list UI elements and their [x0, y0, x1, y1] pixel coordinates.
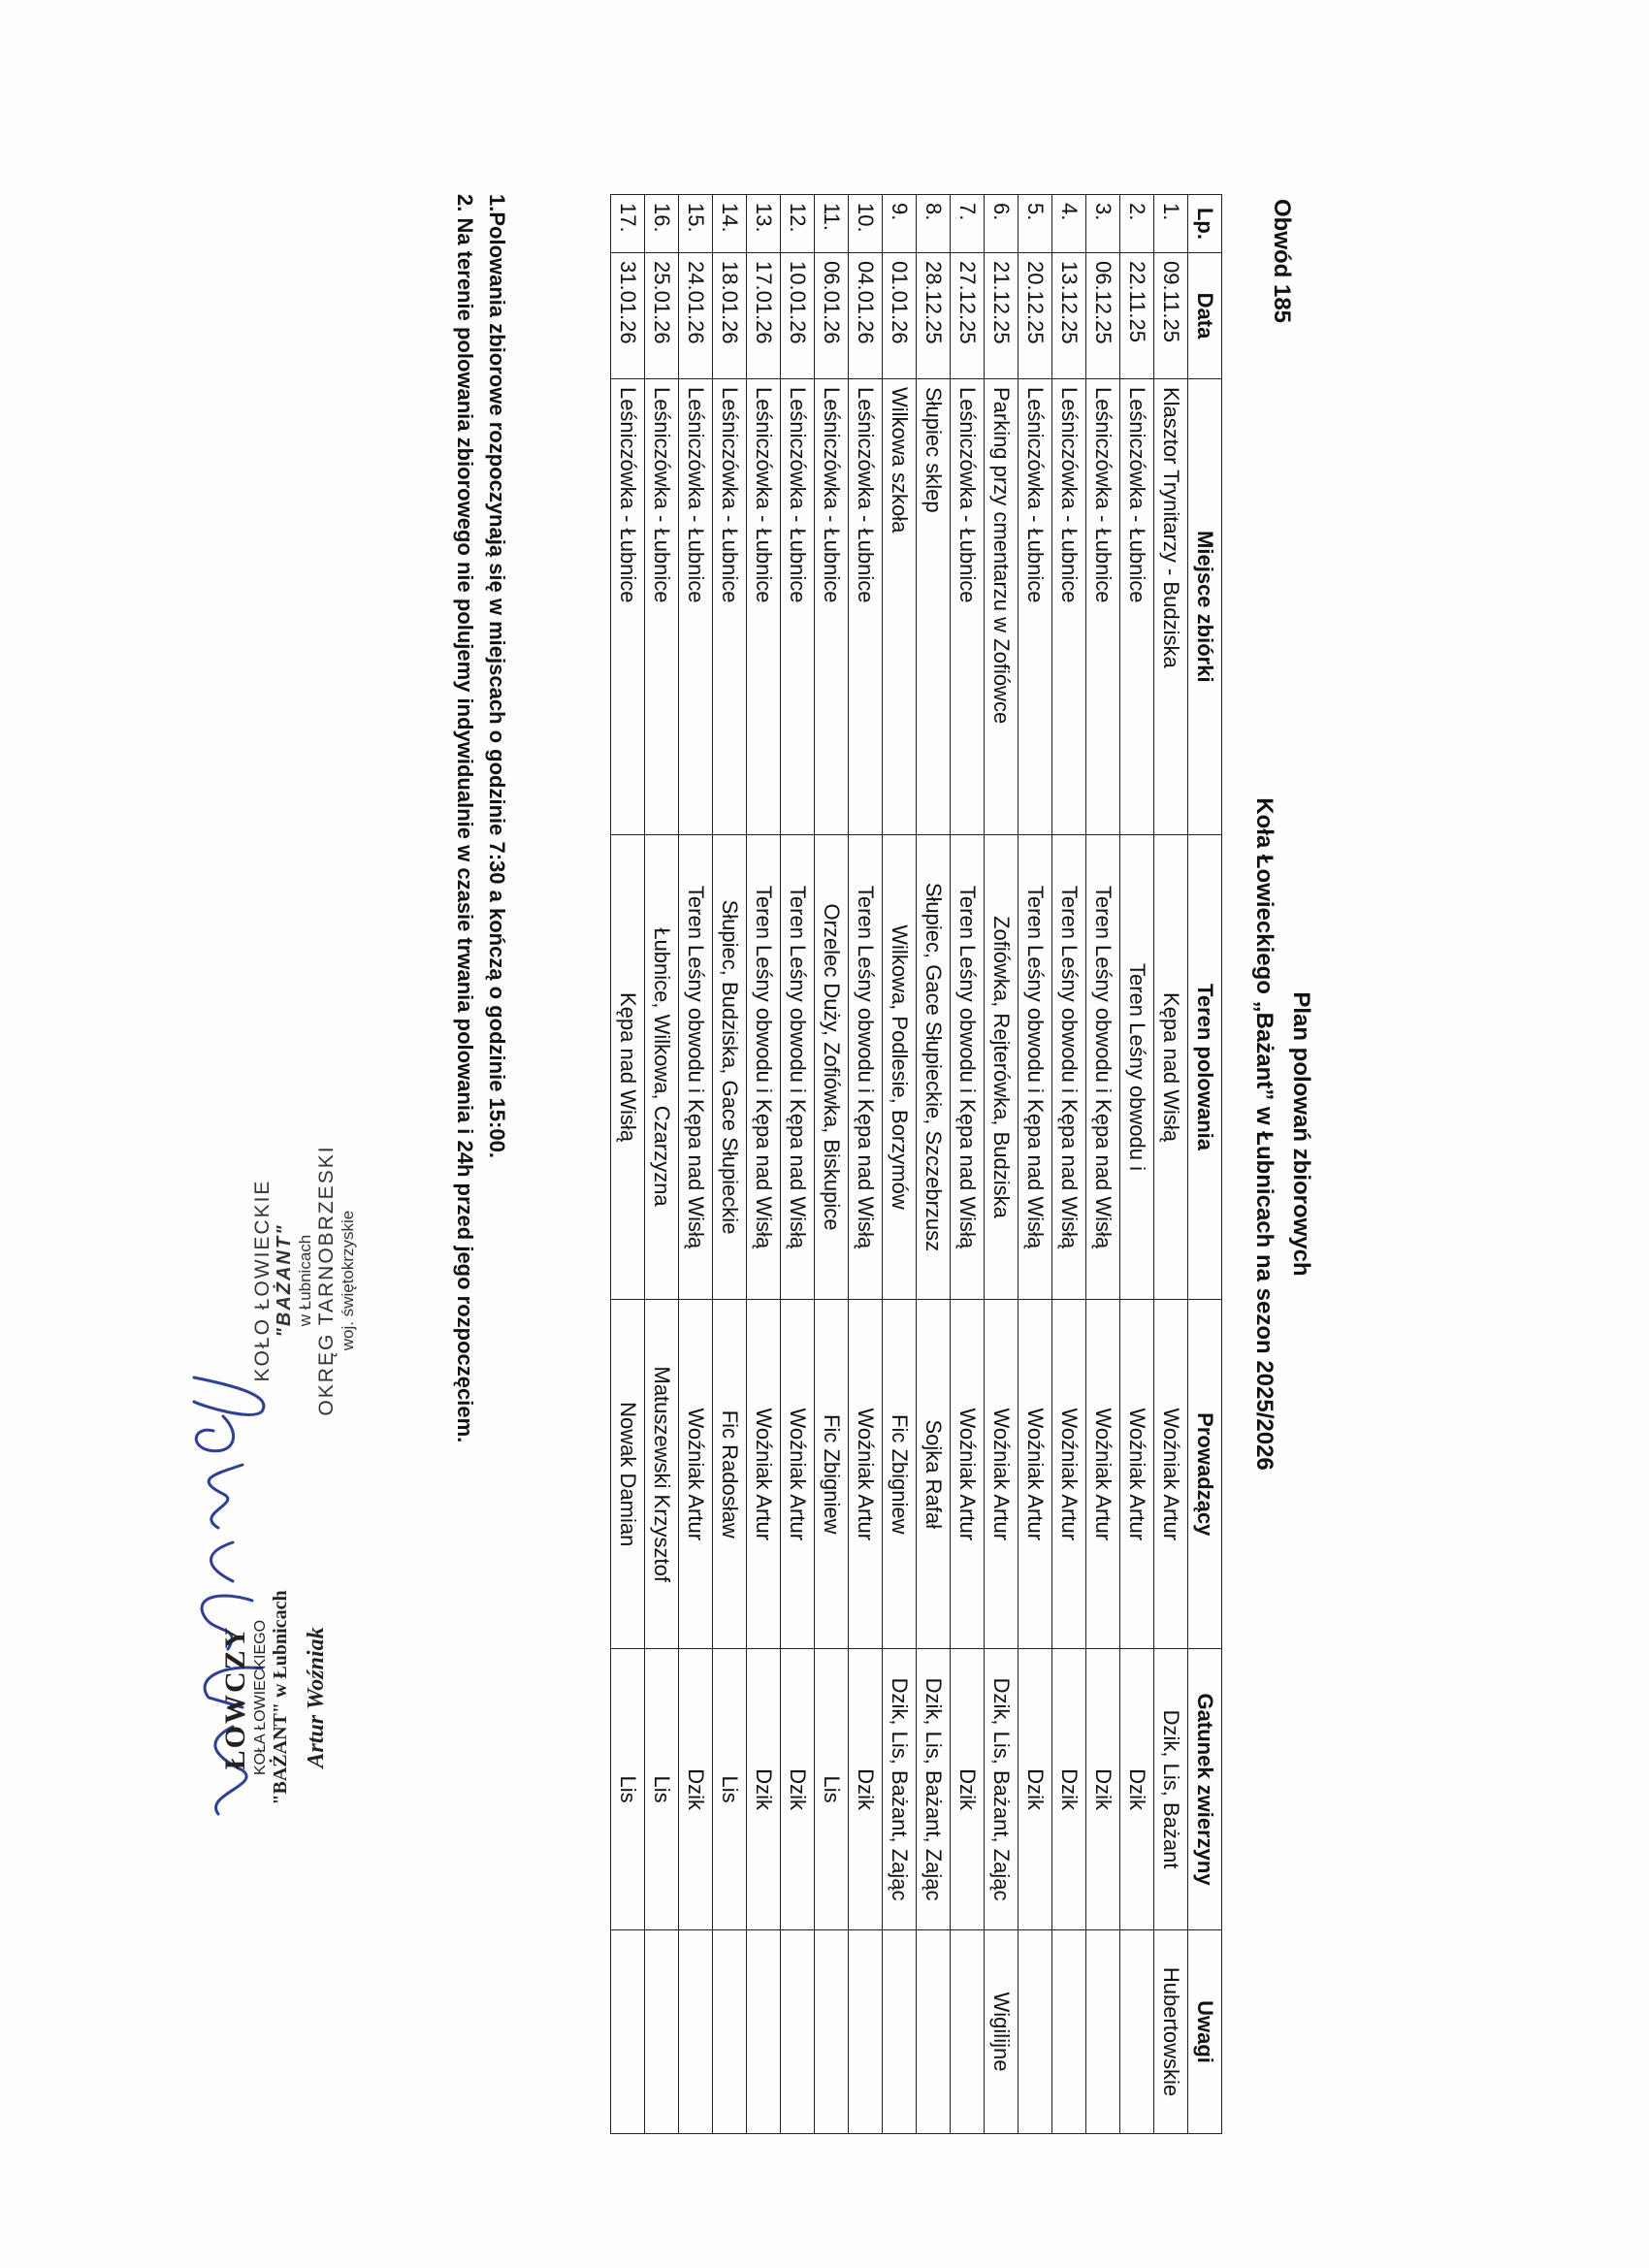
cell-prowadzacy: Woźniak Artur: [985, 1300, 1018, 1649]
cell-teren: Zofiówka, Rejterówka, Budziska: [985, 834, 1018, 1300]
cell-data: 01.01.26: [883, 252, 917, 378]
cell-gatunek: Dzik, Lis, Bażant, Zając: [917, 1649, 951, 1930]
cell-teren: Teren Leśny obwodu i: [1120, 834, 1154, 1300]
table-body: [611, 195, 1188, 2134]
stamp-line: woj. świętokrzyskie: [339, 1210, 357, 1351]
cell-uwagi: [849, 1930, 883, 2134]
cell-prowadzacy: Fic Zbigniew: [883, 1300, 917, 1649]
table-row: [781, 195, 815, 2134]
cell-data: 27.12.25: [951, 252, 985, 378]
cell-data: 06.12.25: [1086, 252, 1120, 378]
cell-data: 13.12.25: [1052, 252, 1086, 378]
cell-prowadzacy: Woźniak Artur: [849, 1300, 883, 1649]
cell-gatunek: Dzik, Lis, Bażant: [1154, 1649, 1188, 1930]
cell-miejsce: Leśniczówka - Łubnice: [747, 378, 781, 834]
cell-uwagi: [951, 1930, 985, 2134]
table-row: [713, 195, 747, 2134]
cell-uwagi: Wigilijne: [985, 1930, 1018, 2134]
cell-gatunek: Dzik: [747, 1649, 781, 1930]
table-row: [917, 195, 951, 2134]
cell-miejsce: Leśniczówka - Łubnice: [1018, 378, 1052, 834]
cell-miejsce: Leśniczówka - Łubnice: [815, 378, 849, 834]
stamp-line: OKRĘG TARNOBRZESKI: [315, 1145, 338, 1416]
cell-miejsce: Leśniczówka - Łubnice: [849, 378, 883, 834]
cell-gatunek: Dzik, Lis, Bażant, Zając: [985, 1649, 1018, 1930]
stamp-line: ŁOWCZY: [219, 1625, 251, 1770]
cell-gatunek: Lis: [645, 1649, 679, 1930]
cell-gatunek: Dzik: [1052, 1649, 1086, 1930]
cell-data: 04.01.26: [849, 252, 883, 378]
cell-prowadzacy: Woźniak Artur: [951, 1300, 985, 1649]
cell-miejsce: Leśniczówka - Łubnice: [1052, 378, 1086, 834]
cell-data: 25.01.26: [645, 252, 679, 378]
cell-gatunek: Dzik: [951, 1649, 985, 1930]
cell-uwagi: [781, 1930, 815, 2134]
table-row: [985, 195, 1018, 2134]
cell-lp: 8.: [917, 195, 951, 253]
cell-miejsce: Słupiec sklep: [917, 378, 951, 834]
cell-prowadzacy: Sojka Rafał: [917, 1300, 951, 1649]
cell-teren: Teren Leśny obwodu i Kępa nad Wisłą: [1018, 834, 1052, 1300]
cell-teren: Teren Leśny obwodu i Kępa nad Wisłą: [781, 834, 815, 1300]
table-row: [849, 195, 883, 2134]
cell-prowadzacy: Woźniak Artur: [747, 1300, 781, 1649]
note-no-individual-hunting: 2. Na terenie polowania zbiorowego nie polujemy indywidualnie w czasie trwania polowania i 24h przed jego rozpoczęciem.: [453, 194, 477, 1443]
note-start-time: 1.Polowania zbiorowe rozpoczynają się w miejscach o godzinie 7:30 a kończą o godzinie 15:00.: [485, 194, 509, 1158]
table-row: [679, 195, 713, 2134]
cell-prowadzacy: Nowak Damian: [611, 1300, 645, 1649]
cell-prowadzacy: Matuszewski Krzysztof: [645, 1300, 679, 1649]
cell-uwagi: [1018, 1930, 1052, 2134]
cell-uwagi: [815, 1930, 849, 2134]
cell-lp: 11.: [815, 195, 849, 253]
table-row: [1154, 195, 1188, 2134]
cell-lp: 6.: [985, 195, 1018, 253]
cell-teren: Łubnice, Wilkowa, Czarzyzna: [645, 834, 679, 1300]
stamp-line: w Łubnicach: [296, 1234, 314, 1327]
cell-prowadzacy: Woźniak Artur: [781, 1300, 815, 1649]
cell-lp: 2.: [1120, 195, 1154, 253]
cell-miejsce: Leśniczówka - Łubnice: [1120, 378, 1154, 834]
cell-data: 18.01.26: [713, 252, 747, 378]
cell-gatunek: Dzik: [849, 1649, 883, 1930]
cell-lp: 5.: [1018, 195, 1052, 253]
cell-uwagi: [1052, 1930, 1086, 2134]
cell-miejsce: Leśniczówka - Łubnice: [645, 378, 679, 834]
cell-prowadzacy: Fic Radosław: [713, 1300, 747, 1649]
cell-uwagi: [917, 1930, 951, 2134]
cell-gatunek: Dzik: [1120, 1649, 1154, 1930]
cell-lp: 9.: [883, 195, 917, 253]
document-subtitle: Koła Łowieckiego „Bażant” w Łubnicach na sezon 2025/2026: [1251, 797, 1277, 1471]
cell-miejsce: Klasztor Trynitarzy - Budziska: [1154, 378, 1188, 834]
cell-teren: Wilkowa, Podlesie, Borzymów: [883, 834, 917, 1300]
cell-miejsce: Wilkowa szkoła: [883, 378, 917, 834]
cell-miejsce: Leśniczówka - Łubnice: [611, 378, 645, 834]
document-title: Plan polowań zbiorowych: [1288, 991, 1314, 1277]
cell-gatunek: Lis: [815, 1649, 849, 1930]
table-row: [1018, 195, 1052, 2134]
column-header: Data: [1188, 252, 1222, 378]
cell-data: 24.01.26: [679, 252, 713, 378]
cell-uwagi: [713, 1930, 747, 2134]
cell-data: 28.12.25: [917, 252, 951, 378]
cell-miejsce: Leśniczówka - Łubnice: [679, 378, 713, 834]
cell-data: 22.11.25: [1120, 252, 1154, 378]
table-row: [1086, 195, 1120, 2134]
cell-teren: Teren Leśny obwodu i Kępa nad Wisłą: [1086, 834, 1120, 1300]
cell-lp: 10.: [849, 195, 883, 253]
cell-teren: Teren Leśny obwodu i Kępa nad Wisłą: [1052, 834, 1086, 1300]
cell-lp: 17.: [611, 195, 645, 253]
stamp-line: KOŁA ŁOWIECKIEGO: [252, 1619, 269, 1776]
cell-teren: Słupiec, Gace Słupieckie, Szczebrzusz: [917, 834, 951, 1300]
cell-data: 06.01.26: [815, 252, 849, 378]
cell-miejsce: Leśniczówka - Łubnice: [713, 378, 747, 834]
stamp-line: KOŁO ŁOWIECKIE: [251, 1179, 274, 1382]
cell-prowadzacy: Woźniak Artur: [1120, 1300, 1154, 1649]
cell-prowadzacy: Woźniak Artur: [1018, 1300, 1052, 1649]
column-header: Teren polowania: [1188, 834, 1222, 1300]
table-row: [1052, 195, 1086, 2134]
cell-prowadzacy: Woźniak Artur: [1086, 1300, 1120, 1649]
hunt-master-stamp: [219, 1552, 330, 1843]
cell-gatunek: Lis: [611, 1649, 645, 1930]
cell-miejsce: Parking przy cmentarzu w Zofiówce: [985, 378, 1018, 834]
cell-teren: Kępa nad Wisłą: [1154, 834, 1188, 1300]
cell-prowadzacy: Fic Zbigniew: [815, 1300, 849, 1649]
cell-uwagi: [883, 1930, 917, 2134]
cell-data: 10.01.26: [781, 252, 815, 378]
table-row: [883, 195, 917, 2134]
cell-gatunek: Dzik: [1086, 1649, 1120, 1930]
table-row: [1120, 195, 1154, 2134]
table-row: [611, 195, 645, 2134]
cell-teren: Orzelec Duży, Zofiówka, Biskupice: [815, 834, 849, 1300]
table-header-row: [1188, 195, 1222, 2134]
hunting-schedule-table: [610, 194, 1222, 2134]
cell-uwagi: [679, 1930, 713, 2134]
cell-lp: 14.: [713, 195, 747, 253]
table-row: [951, 195, 985, 2134]
cell-data: 31.01.26: [611, 252, 645, 378]
cell-gatunek: Dzik: [781, 1649, 815, 1930]
cell-data: 21.12.25: [985, 252, 1018, 378]
cell-miejsce: Leśniczówka - Łubnice: [951, 378, 985, 834]
cell-miejsce: Leśniczówka - Łubnice: [781, 378, 815, 834]
cell-uwagi: [1120, 1930, 1154, 2134]
cell-lp: 13.: [747, 195, 781, 253]
cell-lp: 7.: [951, 195, 985, 253]
table-row: [645, 195, 679, 2134]
cell-teren: Teren Leśny obwodu i Kępa nad Wisłą: [951, 834, 985, 1300]
table-row: [815, 195, 849, 2134]
cell-teren: Słupiec, Budziska, Gace Słupieckie: [713, 834, 747, 1300]
cell-gatunek: Dzik: [679, 1649, 713, 1930]
column-header: Uwagi: [1188, 1930, 1222, 2134]
stamp-line: "BAŻANT" w Łubnicach: [270, 1590, 291, 1805]
table-row: [747, 195, 781, 2134]
cell-teren: Teren Leśny obwodu i Kępa nad Wisłą: [747, 834, 781, 1300]
column-header: Gatunek zwierzyny: [1188, 1649, 1222, 1930]
cell-prowadzacy: Woźniak Artur: [679, 1300, 713, 1649]
cell-lp: 15.: [679, 195, 713, 253]
cell-lp: 4.: [1052, 195, 1086, 253]
cell-teren: Kępa nad Wisłą: [611, 834, 645, 1300]
stamp-line: "BAŻANT": [274, 1223, 295, 1338]
column-header: Prowadzący: [1188, 1300, 1222, 1649]
cell-gatunek: Dzik: [1018, 1649, 1052, 1930]
cell-lp: 1.: [1154, 195, 1188, 253]
cell-lp: 16.: [645, 195, 679, 253]
stamp-name: Artur Woźniak: [304, 1627, 329, 1768]
cell-uwagi: [747, 1930, 781, 2134]
column-header: Miejsce zbiórki: [1188, 378, 1222, 834]
cell-uwagi: [645, 1930, 679, 2134]
cell-data: 17.01.26: [747, 252, 781, 378]
cell-gatunek: Dzik, Lis, Bażant, Zając: [883, 1649, 917, 1930]
cell-uwagi: [611, 1930, 645, 2134]
cell-prowadzacy: Woźniak Artur: [1052, 1300, 1086, 1649]
district-number: Obwód 185: [1269, 199, 1295, 324]
cell-lp: 12.: [781, 195, 815, 253]
column-header: Lp.: [1188, 195, 1222, 253]
cell-data: 20.12.25: [1018, 252, 1052, 378]
cell-lp: 3.: [1086, 195, 1120, 253]
cell-uwagi: [1086, 1930, 1120, 2134]
cell-teren: Teren Leśny obwodu i Kępa nad Wisłą: [849, 834, 883, 1300]
cell-miejsce: Leśniczówka - Łubnice: [1086, 378, 1120, 834]
cell-teren: Teren Leśny obwodu i Kępa nad Wisłą: [679, 834, 713, 1300]
cell-data: 09.11.25: [1154, 252, 1188, 378]
cell-prowadzacy: Woźniak Artur: [1154, 1300, 1188, 1649]
cell-gatunek: Lis: [713, 1649, 747, 1930]
cell-uwagi: Hubertowskie: [1154, 1930, 1188, 2134]
